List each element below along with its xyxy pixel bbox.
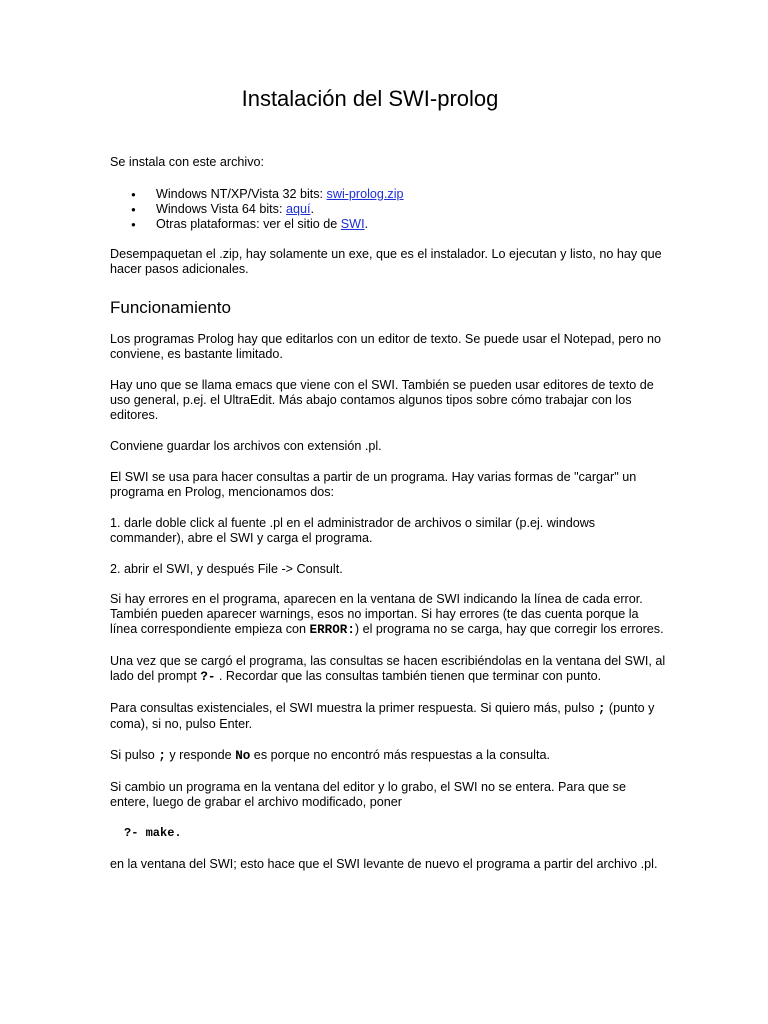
download-list	[110, 187, 666, 232]
list-item	[110, 202, 666, 217]
paragraph: Hay uno que se llama emacs que viene con el SWI. También se pueden usar editores de texto de uso general, p.ej. el UltraEdit. Más abajo contamos algunos tipos sobre cómo trabajar con los editores.	[110, 378, 654, 422]
list-item	[110, 217, 666, 232]
download-link-64bit[interactable]: aquí	[285, 202, 311, 216]
list-item-text: Windows NT/XP/Vista 32 bits:	[156, 187, 327, 201]
paragraph: en la ventana del SWI; esto hace que el SWI levante de nuevo el programa a partir del archivo .pl.	[110, 857, 658, 871]
no-answer-paragraph	[110, 748, 666, 764]
semicolon-code: ;	[158, 749, 166, 763]
paragraph: Conviene guardar los archivos con extensión .pl.	[110, 439, 382, 453]
text-run: Si hay errores en el programa, aparecen en la ventana de SWI indicando la línea de cada error. También pueden aparecer warnings, esos no importan. Si hay errores (te das cuenta porque la línea correspondiente empieza con	[110, 592, 643, 636]
list-item-text: Otras plataformas: ver el sitio de	[156, 217, 341, 231]
page-title: Instalación del SWI-prolog	[241, 86, 499, 111]
text-run: y responde	[165, 748, 236, 762]
list-item	[110, 187, 666, 202]
existential-paragraph	[110, 701, 666, 732]
no-code: No	[235, 749, 251, 763]
document-page	[110, 0, 666, 872]
paragraph: 1. darle doble click al fuente .pl en el administrador de archivos o similar (p.ej. windows commander), abre el SWI y carga el programa.	[110, 516, 596, 545]
list-item-suffix: .	[364, 217, 369, 231]
intro-text: Se instala con este archivo:	[110, 155, 265, 169]
paragraph: El SWI se usa para hacer consultas a partir de un programa. Hay varias formas de "cargar" un programa en Prolog, mencionamos dos:	[110, 470, 637, 499]
swi-site-link[interactable]: SWI	[340, 217, 365, 231]
paragraph: Si cambio un programa en la ventana del editor y lo grabo, el SWI no se entera. Para que se entere, luego de grabar el archivo modificado, poner	[110, 780, 626, 809]
unzip-paragraph: Desempaquetan el .zip, hay solamente un exe, que es el instalador. Lo ejecutan y listo, no hay que hacer pasos adicionales.	[110, 247, 662, 276]
make-command: ?- make.	[124, 826, 182, 840]
paragraph: Los programas Prolog hay que editarlos con un editor de texto. Se puede usar el Notepad, pero no conviene, es bastante limitado.	[110, 332, 661, 361]
text-run: ) el programa no se carga, hay que corregir los errores.	[354, 622, 664, 636]
prompt-paragraph	[110, 654, 666, 685]
paragraph: 2. abrir el SWI, y después File -> Consult.	[110, 562, 343, 576]
section-title: Funcionamiento	[110, 298, 231, 317]
list-item-text: Windows Vista 64 bits:	[156, 202, 286, 216]
text-run: Para consultas existenciales, el SWI muestra la primer respuesta. Si quiero más, pulso	[110, 701, 598, 715]
text-run: Una vez que se cargó el programa, las consultas se hacen escribiéndolas en la ventana del SWI, al lado del prompt	[110, 654, 666, 683]
errors-paragraph	[110, 592, 666, 638]
text-run: (punto y coma), si no, pulso Enter.	[110, 701, 655, 731]
error-code: ERROR:	[309, 623, 355, 637]
prompt-code: ?-	[200, 670, 216, 684]
text-run: . Recordar que las consultas también tienen que terminar con punto.	[215, 669, 602, 683]
semicolon-code: ;	[597, 702, 606, 716]
text-run: es porque no encontró más respuestas a la consulta.	[250, 748, 550, 762]
text-run: Si pulso	[110, 748, 159, 762]
list-item-suffix: .	[310, 202, 314, 216]
download-link-32bit[interactable]: swi-prolog.zip	[326, 187, 404, 201]
